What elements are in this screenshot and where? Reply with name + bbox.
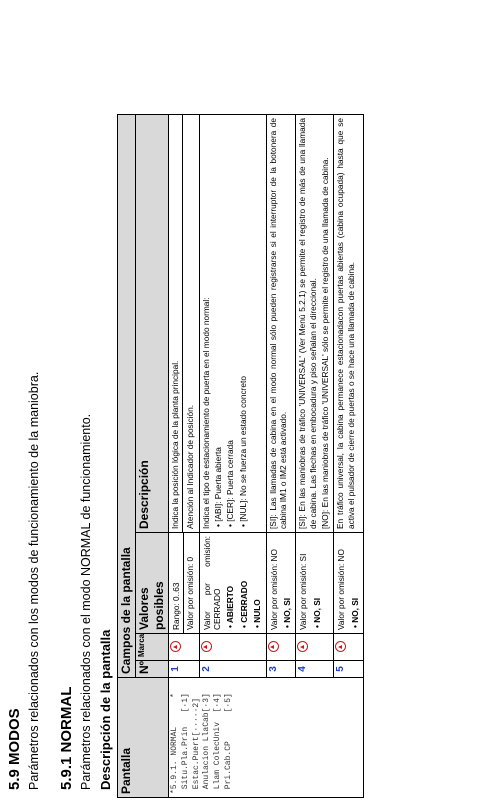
screen-line: Llam ColecUniv [·4] xyxy=(213,693,223,794)
header-pantalla: Pantalla xyxy=(118,678,169,798)
screen-line: Estac.Puert[·····2] xyxy=(191,697,201,794)
section-title-normal: 5.9.1 NORMAL xyxy=(58,686,75,790)
screen-line: Situ.Pla.Prin [·1] xyxy=(180,693,190,794)
possible-values: Valor por omisión: NO • NO, SI xyxy=(334,533,364,634)
field-description: En tráfico universal, la cabina permanece estacionadacon puertas abiertas (cabina ocupada) hasta que se activa el pulsador de cierre de puertas o se hace una llamada de cabina. xyxy=(334,114,364,532)
section-text-modos: Parámetros relacionados con los modos de funcionamiento de la maniobra. xyxy=(27,371,41,790)
header-valores: Valores posibles xyxy=(136,533,169,634)
field-number: 3 xyxy=(266,661,296,678)
screen-display xyxy=(169,678,364,798)
field-description: [SI]: En las maniobras de tráfico 'UNIVERSAL' (Ver Menú 5.2.1) se permite el registro de más de una llamada de cabina. Las flechas en embocadura y piso señalan el direccional. [NO]: En las maniobras de tráfico 'UNIVERSAL' sólo se permite el registro de una llamada de cabina. xyxy=(296,114,334,532)
field-description: [SI]: Las llamadas de cabina en el modo normal sólo pueden registrarse si el interruptor de la botonera de cabina IM1 o IM2 está activado. xyxy=(266,114,296,532)
possible-values: Valor por omisión: NO • NO, SI xyxy=(266,533,296,634)
section-text-normal: Parámetros relacionados con el modo NORMAL de funcionamiento. xyxy=(79,413,93,790)
possible-values: Rango: 0..63 Valor por omisión: 0 xyxy=(169,533,200,634)
warning-mark-icon xyxy=(201,642,212,653)
table-row xyxy=(169,114,200,797)
warning-mark-icon xyxy=(297,642,308,653)
warning-mark-icon xyxy=(268,642,279,653)
header-campos: Campos de la pantalla xyxy=(118,114,136,677)
possible-values: Valor por omisión: SI • NO, SI xyxy=(296,533,334,634)
field-number: 4 xyxy=(296,661,334,678)
parameters-table xyxy=(117,114,364,798)
screen-line: Pri.Cab.CP [·5] xyxy=(223,693,233,794)
header-num: Nº xyxy=(136,661,169,678)
field-description: Indica el tipo de estacionamiento de puerta en el modo normal: • [ABI]: Puerta abierta • [CER]: Puerta cerrada • [NUL]: No se fuerza un estado concreto xyxy=(199,114,266,532)
section-title-modos: 5.9 MODOS xyxy=(6,708,23,790)
possible-values: Valor por omisión: CERRADO • ABIERTO • CERRADO • NULO xyxy=(199,533,266,634)
warning-mark-icon xyxy=(170,642,181,653)
screen-line: *5.9.1. NORMAL * xyxy=(170,693,179,794)
screen-description-heading: Descripción de la pantalla xyxy=(98,629,113,790)
field-number: 1 xyxy=(169,661,200,678)
field-description: Indica la posición lógica de la planta principal. Atención al Indicador de posición. xyxy=(169,114,200,532)
header-marca: Marca xyxy=(136,634,169,661)
screen-line: Anulacion LlaCab[·3] xyxy=(202,693,212,794)
header-descripcion: Descripción xyxy=(136,114,169,532)
field-number: 5 xyxy=(334,661,364,678)
field-number: 2 xyxy=(199,661,266,678)
warning-mark-icon xyxy=(335,642,346,653)
